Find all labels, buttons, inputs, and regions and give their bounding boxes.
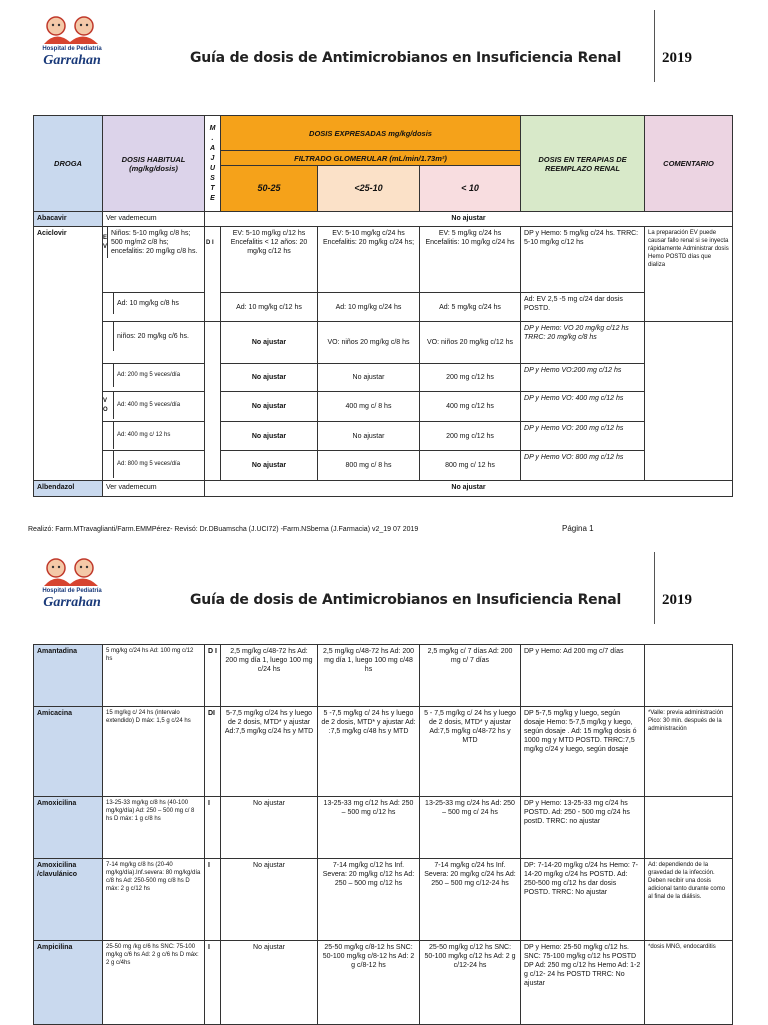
drug-albendazol: Albendazol xyxy=(34,481,103,497)
cell-m: D I xyxy=(205,645,221,707)
cell-drug: Ampicilina xyxy=(34,941,103,1025)
aciclovir-r2-trr: Ad: EV 2,5 -5 mg c/24 dar dosis POSTD. xyxy=(521,293,645,322)
cell-fg1: No ajustar xyxy=(221,797,318,859)
page-header xyxy=(0,0,768,80)
cell-fg2: 13-25-33 mg c/12 hs Ad: 250 – 500 mg c/12 hs xyxy=(318,797,420,859)
aciclovir-r4-trr: DP y Hemo VO:200 mg c/12 hs xyxy=(521,364,645,392)
logo-subtitle: Hospital de Pediatría xyxy=(42,46,102,52)
cell-comment: Ad: dependiendo de la gravedad de la infección. Deben recibir una dosis adicional tanto durante como al final de la diálisis. xyxy=(645,859,733,941)
aciclovir-r3-fg3: VO: niños 20 mg/kg c/12 hs xyxy=(420,322,521,364)
majuste-aciclovir: D I xyxy=(205,227,221,322)
aciclovir-r1-trr: DP y Hemo: 5 mg/kg c/24 hs. TRRC: 5-10 mg/kg c/12 hs xyxy=(521,227,645,293)
footer-credits: Realizó: Farm.MTravaglianti/Farm.EMMPérez- Revisó: Dr.DBuamscha (J.UCI72) -Farm.NSberna (J.Farmacia) v2_19 07 2019 xyxy=(28,526,419,533)
cell-drug: Amantadina xyxy=(34,645,103,707)
document-title: Guía de dosis de Antimicrobianos en Insuficiencia Renal xyxy=(190,50,622,66)
dose-abacavir: Ver vademecum xyxy=(103,212,205,227)
cell-trr: DP y Hemo: 25-50 mg/kg c/12 hs. SNC: 75-100 mg/kg c/12 hs POSTD DP Ad: 250 mg c/12 hs Hemo Ad: 1-2 g c/12- 24 hs POSTD TRRC: No ajustar xyxy=(521,941,645,1025)
hospital-logo xyxy=(26,14,116,72)
result-albendazol: No ajustar xyxy=(205,481,733,497)
cell-drug: Amicacina xyxy=(34,707,103,797)
logo-subtitle-2: Hospital de Pediatría xyxy=(42,588,102,594)
cell-drug: Amoxicilina xyxy=(34,797,103,859)
cell-fg1: 2,5 mg/kg c/48-72 hs Ad: 200 mg día 1, luego 100 mg c/24 hs xyxy=(221,645,318,707)
cell-fg2: 25-50 mg/kg c/8-12 hs SNC: 50-100 mg/kg c/8-12 hs Ad: 2 g c/8-12 hs xyxy=(318,941,420,1025)
header-terapias: DOSIS EN TERAPIAS DE REEMPLAZO RENAL xyxy=(521,116,645,212)
cell-fg1: No ajustar xyxy=(221,941,318,1025)
cell-fg2: 2,5 mg/kg c/48-72 hs Ad: 200 mg día 1, luego 100 mg c/48 hs xyxy=(318,645,420,707)
cell-m: DI xyxy=(205,707,221,797)
aciclovir-r2-fg1: Ad: 10 mg/kg c/12 hs xyxy=(221,293,318,322)
aciclovir-r5-trr: DP y Hemo VO: 400 mg c/12 hs xyxy=(521,392,645,422)
cell-fg1: No ajustar xyxy=(221,859,318,941)
aciclovir-r1-fg2: EV: 5-10 mg/kg c/24 hs Encefalitis: 20 mg/kg c/24 hs; xyxy=(318,227,420,293)
document-year: 2019 xyxy=(662,50,692,66)
cell-trr: DP y Hemo: 13-25-33 mg c/24 hs POSTD. Ad: 250 - 500 mg c/24 hs postD. TRRC: no ajustar xyxy=(521,797,645,859)
header-dosis-expresadas: DOSIS EXPRESADAS mg/kg/dosis xyxy=(221,116,521,151)
aciclovir-r4-fg2: No ajustar xyxy=(318,364,420,392)
aciclovir-r1-fg1: EV: 5-10 mg/kg c/12 hs Encefalitis < 12 años: 20 mg/kg c/12 hs xyxy=(221,227,318,293)
aciclovir-r7-trr: DP y Hemo VO: 800 mg c/12 hs xyxy=(521,451,645,481)
table-row xyxy=(34,941,733,1025)
cell-comment xyxy=(645,797,733,859)
aciclovir-r2-fg3: Ad: 5 mg/kg c/24 hs xyxy=(420,293,521,322)
header-majuste: M . A J U S T E xyxy=(205,116,221,212)
route-ev-label: E V xyxy=(103,227,108,258)
table-row xyxy=(34,645,733,707)
dose-table-2 xyxy=(33,644,733,1025)
cell-fg3: 2,5 mg/kg c/ 7 días Ad: 200 mg c/ 7 días xyxy=(420,645,521,707)
hospital-logo-2 xyxy=(26,556,116,614)
aciclovir-r4-fg1: No ajustar xyxy=(221,364,318,392)
majuste-aciclovir-vo xyxy=(205,322,221,481)
cell-fg3: 13-25-33 mg c/24 hs Ad: 250 – 500 mg c/ 24 hs xyxy=(420,797,521,859)
header-fg-50-25: 50-25 xyxy=(221,166,318,212)
aciclovir-r7-fg1: No ajustar xyxy=(221,451,318,481)
dose-aciclovir-vo-3: V O Ad: 400 mg 5 veces/día xyxy=(103,392,205,422)
cell-trr: DP y Hemo: Ad 200 mg c/7 días xyxy=(521,645,645,707)
cell-fg1: 5-7,5 mg/kg c/24 hs y luego de 2 dosis, MTD* y ajustar Ad:7,5 mg/kg c/24 hs y MTD xyxy=(221,707,318,797)
aciclovir-r1-fg3: EV: 5 mg/kg c/24 hs Encefalitis: 10 mg/kg c/24 hs xyxy=(420,227,521,293)
drug-aciclovir: Aciclovir xyxy=(34,227,103,481)
header-fg-25-10: <25-10 xyxy=(318,166,420,212)
dose-albendazol: Ver vademecum xyxy=(103,481,205,497)
aciclovir-r6-fg1: No ajustar xyxy=(221,422,318,451)
logo-name-2: Garrahan xyxy=(43,595,101,610)
dose-aciclovir-vo-2: Ad: 200 mg 5 veces/día xyxy=(103,364,205,392)
header-divider xyxy=(654,10,655,82)
aciclovir-r7-fg2: 800 mg c/ 8 hs xyxy=(318,451,420,481)
aciclovir-r5-fg1: No ajustar xyxy=(221,392,318,422)
page-number: Página 1 xyxy=(562,524,594,533)
cell-dose: 5 mg/kg c/24 hs Ad: 100 mg c/12 hs xyxy=(103,645,205,707)
cell-fg3: 5 - 7,5 mg/kg c/ 24 hs y luego de 2 dosis, MTD* y ajustar Ad:7,5 mg/kg c/48-72 hs y MTD xyxy=(420,707,521,797)
page-header-2 xyxy=(0,542,768,622)
aciclovir-r7-fg3: 800 mg c/ 12 hs xyxy=(420,451,521,481)
aciclovir-r3-trr: DP y Hemo: VO 20 mg/kg c/12 hs TRRC: 20 mg/kg c/8 hs xyxy=(521,322,645,364)
cell-comment xyxy=(645,645,733,707)
dose-aciclovir-ev-2: Ad: 10 mg/kg c/8 hs xyxy=(103,293,205,322)
document-year-2: 2019 xyxy=(662,592,692,608)
aciclovir-r6-trr: DP y Hemo VO: 200 mg c/12 hs xyxy=(521,422,645,451)
cell-dose: 13-25-33 mg/kg c/8 hs (40-100 mg/kg/día) Ad: 250 – 500 mg c/ 8 hs D máx: 1 g c/8 hs xyxy=(103,797,205,859)
header-comentario: COMENTARIO xyxy=(645,116,733,212)
cell-fg3: 25-50 mg/kg c/12 hs SNC: 50-100 mg/kg c/12 hs Ad: 2 g c/12-24 hs xyxy=(420,941,521,1025)
aciclovir-r6-fg3: 200 mg c/12 hs xyxy=(420,422,521,451)
logo-name: Garrahan xyxy=(43,53,101,68)
cell-comment: *dosis MNG, endocarditis xyxy=(645,941,733,1025)
cell-m: I xyxy=(205,859,221,941)
aciclovir-r6-fg2: No ajustar xyxy=(318,422,420,451)
aciclovir-comment: La preparación EV puede causar fallo renal si se inyecta rápidamente Administrar dosis Hemo POSTD días que dializa xyxy=(645,227,733,322)
dose-aciclovir-vo-4: Ad: 400 mg c/ 12 hs xyxy=(103,422,205,451)
document-title-2: Guía de dosis de Antimicrobianos en Insuficiencia Renal xyxy=(190,592,622,608)
table-row xyxy=(34,707,733,797)
cell-dose: 25-50 mg /kg c/6 hs SNC: 75-100 mg/kg c/6 hs Ad: 2 g c/6 hs D máx: 2 g c/4hs xyxy=(103,941,205,1025)
header-fg-lt-10: < 10 xyxy=(420,166,521,212)
kids-logo-icon xyxy=(34,14,108,46)
dose-aciclovir-ev-1: E V Niños: 5-10 mg/kg c/8 hs; 500 mg/m2 c/8 hs; encefalitis: 20 mg/kg c/8 hs. xyxy=(103,227,205,293)
cell-fg2: 7-14 mg/kg c/12 hs Inf. Severa: 20 mg/kg c/12 hs Ad: 250 – 500 mg c/12 hs xyxy=(318,859,420,941)
cell-comment: *Valle: previa administración Pico: 30 min. después de la administración xyxy=(645,707,733,797)
result-abacavir: No ajustar xyxy=(205,212,733,227)
drug-abacavir: Abacavir xyxy=(34,212,103,227)
cell-m: I xyxy=(205,797,221,859)
table-row xyxy=(34,797,733,859)
route-vo-label: V O xyxy=(103,392,114,419)
aciclovir-r2-fg2: Ad: 10 mg/kg c/24 hs xyxy=(318,293,420,322)
cell-fg3: 7-14 mg/kg c/24 hs Inf. Severa: 20 mg/kg c/24 hs Ad: 250 – 500 mg c/12-24 hs xyxy=(420,859,521,941)
header-filtrado: FILTRADO GLOMERULAR (mL/min/1.73m²) xyxy=(221,151,521,166)
header-divider-2 xyxy=(654,552,655,624)
aciclovir-r5-fg2: 400 mg c/ 8 hs xyxy=(318,392,420,422)
aciclovir-r3-fg2: VO: niños 20 mg/kg c/8 hs xyxy=(318,322,420,364)
aciclovir-vo-comment xyxy=(645,322,733,481)
cell-fg2: 5 -7,5 mg/kg c/ 24 hs y luego de 2 dosis, MTD* y ajustar Ad: :7,5 mg/kg c/48 hs y MTD xyxy=(318,707,420,797)
dose-table-1 xyxy=(33,115,733,497)
aciclovir-r5-fg3: 400 mg c/12 hs xyxy=(420,392,521,422)
aciclovir-r3-fg1: No ajustar xyxy=(221,322,318,364)
cell-trr: DP 5-7,5 mg/kg y luego, según dosaje Hemo: 5-7,5 mg/kg y luego, según dosaje . Ad: 15 mg/kg dosis ó 1000 mg y MTD POSTD. TRRC:7,5 mg/kg c/24 y luego, según dosaje xyxy=(521,707,645,797)
cell-drug: Amoxicilina /clavulánico xyxy=(34,859,103,941)
header-dosis-habitual: DOSIS HABITUAL (mg/kg/dosis) xyxy=(103,116,205,212)
aciclovir-r4-fg3: 200 mg c/12 hs xyxy=(420,364,521,392)
dose-aciclovir-vo-5: Ad: 800 mg 5 veces/día xyxy=(103,451,205,481)
kids-logo-icon xyxy=(34,556,108,588)
cell-dose: 7-14 mg/kg c/8 hs (20-40 mg/kg/día).Inf.severa: 80 mg/kg/día c/8 hs Ad: 250-500 mg c/8 hs D máx: 2 g c/12 hs xyxy=(103,859,205,941)
table-row xyxy=(34,859,733,941)
cell-trr: DP: 7-14-20 mg/kg c/24 hs Hemo: 7-14-20 mg/kg c/24 hs POSTD. Ad: 250-500 mg c/12 hs dar dosis POSTD. TRRC: No ajustar xyxy=(521,859,645,941)
dose-aciclovir-vo-1: niños: 20 mg/kg c/6 hs. xyxy=(103,322,205,364)
cell-dose: 15 mg/kg c/ 24 hs (intervalo extendido) D máx: 1,5 g c/24 hs xyxy=(103,707,205,797)
header-droga: DROGA xyxy=(34,116,103,212)
cell-m: I xyxy=(205,941,221,1025)
